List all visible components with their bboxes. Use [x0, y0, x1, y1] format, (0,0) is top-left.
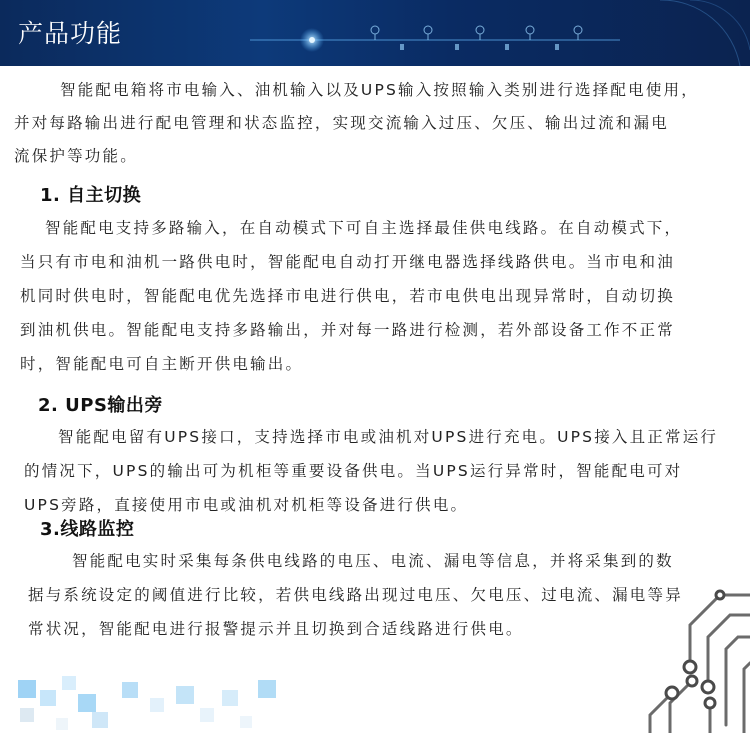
intro-line-1: 智能配电箱将市电输入、油机输入以及UPS输入按照输入类别进行选择配电使用，: [60, 81, 699, 99]
circuit-board-decoration: [610, 575, 750, 733]
intro-line-2: 并对每路输出进行配电管理和状态监控，实现交流输入过压、欠压、输出过流和漏电: [14, 114, 669, 132]
section2-line-1: 智能配电留有UPS接口，支持选择市电或油机对UPS进行充电。UPS接入且正常运行: [58, 428, 719, 446]
section3-line-1: 智能配电实时采集每条供电线路的电压、电流、漏电等信息，并将采集到的数: [72, 552, 674, 570]
section1-line-3: 机同时供电时，智能配电优先选择市电进行供电，若市电供电出现异常时，自动切换: [20, 287, 675, 305]
section2-line-3: UPS旁路，直接使用市电或油机对机柜等设备进行供电。: [24, 496, 469, 514]
section2-line-2: 的情况下，UPS的输出可为机柜等重要设备供电。当UPS运行异常时，智能配电可对: [24, 462, 683, 480]
section1-line-2: 当只有市电和油机一路供电时，智能配电自动打开继电器选择线路供电。当市电和油: [20, 253, 675, 271]
section3-line-3: 常状况，智能配电进行报警提示并且切换到合适线路进行供电。: [28, 620, 524, 638]
page-title: 产品功能: [18, 19, 123, 48]
section1-line-1: 智能配电支持多路输入，在自动模式下可自主选择最佳供电线路。在自动模式下，: [45, 219, 683, 237]
section-heading-auto-switch: 1. 自主切换: [40, 185, 142, 206]
intro-line-3: 流保护等功能。: [14, 147, 138, 165]
section3-line-2: 据与系统设定的阈值进行比较，若供电线路出现过电压、欠电压、过电流、漏电等异: [28, 586, 683, 604]
header-banner: [0, 0, 750, 66]
section1-line-5: 时，智能配电可自主断开供电输出。: [20, 355, 304, 373]
section1-line-4: 到油机供电。智能配电支持多路输出，并对每一路进行检测，若外部设备工作不正常: [20, 321, 675, 339]
section-heading-line-monitoring: 3.线路监控: [40, 519, 135, 540]
section-heading-ups-output: 2. UPS输出旁: [38, 395, 163, 416]
pixel-squares-decoration: [0, 668, 300, 733]
